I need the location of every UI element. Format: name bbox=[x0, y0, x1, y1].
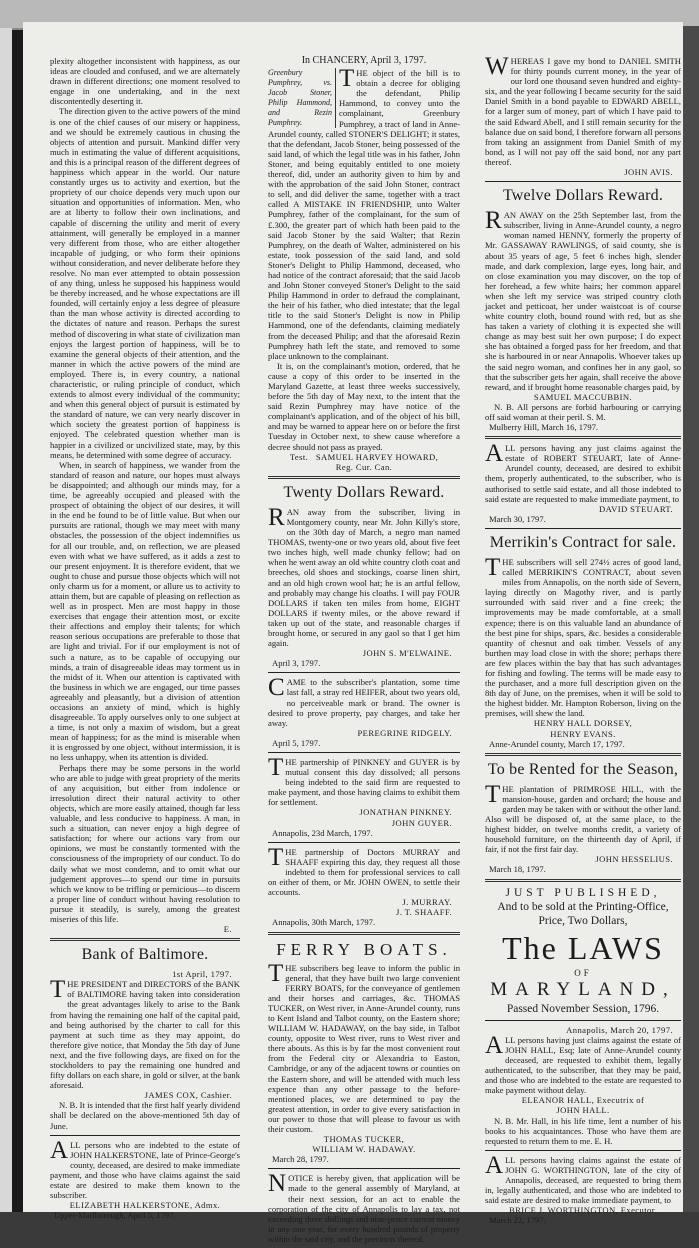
bank-title: Bank of Baltimore. bbox=[81, 946, 209, 964]
drop-cap: W bbox=[485, 53, 509, 80]
case-caption: Greenbury Pumphrey, vs. Jacob Stoner, Philip Hammond, and Rezin Pumphrey. bbox=[268, 68, 336, 128]
laws-title: The LAWS bbox=[502, 929, 664, 966]
hall-body: LL persons having just claims against the estate of JOHN HALL, Esq; late of Anne-Arundel county deceased, are requested to exhibit them, legally authenticated, to the subscriber, that they may be paid, and those who are indebted to the estate are requested to make payment without delay. bbox=[485, 1034, 681, 1096]
drop-cap: R bbox=[268, 503, 285, 531]
hall-place-date: Annapolis, March 20, 1797. bbox=[566, 1024, 673, 1035]
newspaper-page bbox=[23, 22, 683, 1244]
drop-cap: T bbox=[485, 553, 501, 581]
rental-title: To be Rented for the Season, bbox=[487, 760, 679, 778]
bank-nb: N. B. It is intended that the first half yearly dividend shall be declared on the above-mentioned 5th day of June. bbox=[50, 1100, 240, 1131]
essay-article bbox=[50, 56, 240, 934]
laws-line3: Price, Two Dollars, bbox=[538, 914, 628, 927]
twelve-dollars-title: Twelve Dollars Reward. bbox=[502, 187, 664, 205]
ferry-title: FERRY BOATS. bbox=[276, 939, 452, 959]
divider bbox=[485, 879, 681, 882]
rental-notice bbox=[485, 760, 681, 875]
hesselius-signature: JOHN HESSELIUS. bbox=[595, 854, 673, 865]
bank-signature: JAMES COX, Cashier. bbox=[144, 1090, 232, 1101]
pinkney-guyer-notice bbox=[268, 754, 460, 838]
column-1 bbox=[50, 56, 240, 1220]
drop-cap: C bbox=[268, 674, 285, 702]
annapolis-tax-notice bbox=[268, 1170, 460, 1244]
divider bbox=[50, 938, 240, 941]
bank-date: 1st April, 1797. bbox=[172, 969, 232, 980]
hall-nb-initials: E. H. bbox=[594, 1135, 613, 1146]
rental-date: March 18, 1797. bbox=[489, 864, 546, 875]
steuart-notice bbox=[485, 440, 681, 524]
pinkney-signature: JONATHAN PINKNEY. bbox=[359, 807, 452, 818]
divider bbox=[50, 1135, 240, 1136]
worthington-date: March 22, 1797. bbox=[489, 1215, 546, 1226]
halkerstone-place-date: Upper-Marlborough, April 5, 1797. bbox=[54, 1210, 176, 1221]
divider bbox=[485, 753, 681, 756]
pinkney-date: Annapolis, 23d March, 1797. bbox=[272, 827, 373, 838]
chancery-body: HE object of the bill is to obtain a decree for obliging the defendant, Philip Hammond, to convey unto the complainant, Greenbury Pumphrey, a tract of land in Anne-Arundel county, called STONER'S DELIGHT; it states, that the defendant, Jacob Stoner, being possessed of the said land, of which the legal title was in his father, John Stoner, and being equitably entitled to one moiety thereof, did, under an authority given to him by and with the approbation of the said John Stoner, contract to sell, and did deliver the same, together with a tract called A MISTAKE IN FRIENDSHIP, unto Walter Pumphrey, father of the complainant, for the sum of £.300, the greater part of which hath been paid to the said Jacob Stoner by the said Walter; that Rezin Pumphrey, on the death of Walter, administered on his estate, took possession of the said land, and sold Stoner's Delight to Philip Hammond, deceased, who had notice of the contract aforesaid; that the said Jacob and John Stoner conveyed Stoner's Delight to the said Philip Hammond in order to defraud the complainant, the heir of his father, who died intestate; that the legal title to the said Stoner's Delight is now in Philip Hammond, one of the defendants, claiming mediately from the deceased Philip; and that the aforesaid Rezin Pumphrey hath left the state, and removed to some place unknown to the complainant. bbox=[268, 68, 460, 361]
murray-date: Annapolis, 30th March, 1797. bbox=[272, 917, 376, 928]
drop-cap: T bbox=[339, 65, 355, 93]
drop-cap: A bbox=[485, 440, 504, 468]
maccubbin-signature: SAMUEL MACCUBBIN. bbox=[533, 391, 633, 402]
binding-shadow-left bbox=[12, 30, 23, 1215]
hadaway-signature: WILLIAM W. HADAWAY. bbox=[312, 1144, 416, 1155]
drop-cap: A bbox=[485, 1031, 504, 1059]
twelve-dollars-body: AN AWAY on the 25th September last, from the subscriber, living in Anne-Arundel county, a negro woman named HENNY, formerly the property of Mr. GASSAWAY RAWLINGS, of said county, she is about 35 years of age, 5 feet 6 inches high, slender made, and dark complexion, large eyes, long hair, and on close examination you may discover, on the top of her forehead, a few white hairs; her common apparel when she left my service was striped country cloth jacket and petticoat, her under waistcoat is of course white country cloth, bound round with red, but as she has taken a variety of clothing it is expected she will change as may best suit her own purpose; I do expect she has obtained a forged pass for her freedom, and that she is harboured in or near Annapolis. Whoever takes up the said negro woman, and confines her in any gaol, so that the subscriber gets her again, shall receive the above reward, and if brought home reasonable charges paid, by bbox=[485, 210, 681, 392]
pinkney-body: HE partnership of PINKNEY and GUYER is by mutual consent this day dissolved; all persons being indebted to the said firm are requested to make payment, and those having claims to exhibit them for settlement. bbox=[268, 757, 460, 808]
drop-cap: A bbox=[50, 1136, 69, 1164]
laws-of: OF bbox=[574, 967, 592, 978]
divider bbox=[485, 181, 681, 182]
essay-paragraph: Perhaps there may be some persons in the world who are able to judge with great propriety of the merits of any acquisition, but either from indolence or irresolution direct their natural activity to other objects, which are more easily attained, though far less valuable, and less conducive to happiness. A man, in such a situation, can never enjoy a high degree of satisfaction; for where our actions vary from our opinions, we must be constantly tormented with the consciousness of the impropriety of our conduct. To do daily what we most condemn, and to omit what our judgement approves—to spend our time in pursuits which we know to be trifling or pernicious—to discern a proper line of conduct without having resolution to pursue it steadily, is surely, among the greatest miseries of this life. bbox=[50, 762, 240, 924]
laws-state: MARYLAND, bbox=[490, 978, 676, 1000]
twenty-dollars-date: April 3, 1797. bbox=[272, 658, 321, 669]
steuart-body: LL persons having any just claims against the estate of ROBERT STEUART, late of Anne-Arundel county, deceased, are desired to exhibit them, properly authenticated, to the subscriber, who is authorised to settle said estate, and all those indebted to said estate are requested to make immediate payment, to bbox=[485, 443, 681, 504]
heifer-body: AME to the subscriber's plantation, some time last fall, a stray red HEIFER, about two years old, no perceiveable mark or brand. The owner is desired to prove property, pay charges, and take her away. bbox=[268, 677, 460, 728]
eleanor-hall-signature: ELEANOR HALL, Executrix of bbox=[521, 1095, 645, 1106]
twelve-dollars-nb: N. B. All persons are forbid harbouring or carrying off said woman at their peril. bbox=[485, 401, 681, 422]
halkerstone-notice bbox=[50, 1136, 240, 1221]
chancery-signature-title: Reg. Cur. Can. bbox=[335, 461, 393, 472]
bank-notice bbox=[50, 945, 240, 1131]
divider bbox=[268, 476, 460, 479]
drop-cap: T bbox=[268, 843, 284, 871]
rental-body: HE plantation of PRIMROSE HILL, with the mansion-house, garden and orchard; the house and garden may be taken with or without the other land. Also will be disposed of, at the same place, to the highest bidder, on twelve months credit, a variety of household furniture, on the thirteenth day of April, if fair, if not the first fair day. bbox=[485, 783, 681, 855]
laws-advertisement bbox=[485, 886, 681, 1016]
drop-cap: T bbox=[485, 780, 501, 808]
hall-nb: N. B. Mr. Hall, in his life time, lent a number of his books to his acquaintances. Those who have them are requested to return them to me. bbox=[485, 1115, 681, 1146]
chancery-signature: SAMUEL HARVEY HOWARD, bbox=[315, 451, 439, 462]
ferry-date: March 28, 1797. bbox=[272, 1154, 329, 1165]
divider bbox=[485, 1150, 681, 1151]
laws-line1: JUST PUBLISHED, bbox=[505, 886, 661, 899]
worthington-notice bbox=[485, 1151, 681, 1226]
drop-cap: T bbox=[268, 754, 284, 781]
drop-cap: N bbox=[268, 1170, 287, 1198]
divider bbox=[268, 842, 460, 843]
steuart-signature: DAVID STEUART. bbox=[599, 503, 673, 514]
merrikin-place-date: Anne-Arundel county, March 17, 1797. bbox=[489, 738, 625, 749]
nb-initials: S. M. bbox=[586, 412, 606, 422]
divider bbox=[268, 932, 460, 935]
worthington-body: LL persons having claims against the estate of JOHN G. WORTHINGTON, late of the city of Annapolis, deceased, are requested to bring them in, legally authenticated, and those who are indebted to said estate are desired to make immediate payment, to bbox=[485, 1154, 681, 1206]
tucker-signature: THOMAS TUCKER, bbox=[323, 1134, 405, 1145]
dorsey-signature: HENRY HALL DORSEY, bbox=[533, 718, 633, 729]
heifer-signature: PEREGRINE RIDGELY. bbox=[357, 727, 452, 738]
heifer-date: April 5, 1797. bbox=[272, 737, 321, 748]
merrikin-contract-notice bbox=[485, 533, 681, 749]
divider bbox=[485, 1020, 681, 1021]
test-label: Test. bbox=[289, 451, 309, 462]
avis-notice bbox=[485, 53, 681, 178]
essay-paragraph: When, in search of happiness, we wander from the standard of reason and nature, our hopes must always be disappointed; and although our minds may, for a time, be agreeably occupied and pleased with the prospect of obtaining the object of our desires, it will in the end be found to be of little value. But when our pursuits are rational, though we may meet with many obstacles, the possession of the object indemnifies us for all our trouble, and, on reflection, we are pleased even with what we have suffered, as it adds a zest to our present enjoyment. It is therefore evident, that we ought to chuse and pursue those objects which will not only charm us for a moment, or allure us to activity to attain them, but are capable of pleasing on reflection as well as in prospect. Men are most happy in those exercises that engage their attention most, or excite their affections and employ their talents; for which reason serious occupations are preferable to those that are light and trivial. For if our employment is not of such a nature, as to be capable of occupying our minds, a train of disagreeable ideas may torment us in the midst of it. When our attention is captivated with the business in which we are engaged, our time passes agreeably and pleasantly, but a division of attention occasions an anxiety of mind, which is highly disagreeable. To apply ourselves only to one subject at a time, is not only a maxim of wisdom, but a great mean of happiness; for as the mind is miserable when it is engrossed by one object, without intermission, it is no less unhappy, when its attention is divided. bbox=[50, 459, 240, 763]
bank-body: HE PRESIDENT and DIRECTORS of the BANK of BALTIMORE having taken into consideration the great advantages likely to arise to the Bank from having the remaining one half of the capital paid, and being authorised by the charter to call for this payment at such time as they may appoint, do therefore give notice, that Monday the 5th day of June next, and the five following days, are fixed on for the stockholders to pay the remaining one hundred and fifty dollars on each share, in gold or silver, at the bank aforesaid. bbox=[50, 979, 240, 1091]
murray-shaaff-notice bbox=[268, 843, 460, 928]
divider bbox=[485, 436, 681, 439]
essay-paragraph: The direction given to the active powers of the mind is one of the chief causes of our misery or happiness, and we should be extremely cautious in chusing the objects of attention and pursuit. Mankind differ very much in estimating the value of different acquisitions, and this is a principal reason of the different degrees of happiness which appear in the world. Our nature constantly urges us to activity and exertion, but the propriety of our choice depends very much upon our situation and opportunities of information. Men, who are at liberty to follow their own inclinations, and capable of discerning the utility and merit of every attainment, will generally be employed in a manner very different from those, who are either altogether incapable of judging, or who form their opinions without consideration, and never deliberate before they resolve. No man ever attempted to obtain possession of any thing, unless he supposed his happiness would be thereby increased, and he whose expectations are ill founded, will certainly enjoy a less degree of pleasure than the man whose activity is directed according to the dictates of nature and reason. Perhaps the surest method of discovering in what state of civilization man enjoys the largest portion of happiness, will be to examine the general objects of their attention, and the manner in which the active powers of the mind are employed. There is, in every country, a national characteristic, or ruling principle of conduct, which extends to almost every individual of the community; and when this general object of pursuit is estimated by the standard of nature, we can very nearly discover in which society the greatest portion of happiness is enjoyed. The celebrated question whether man is happier in a civilized or uncivilized state, may, by this means, be determined with some degree of accuracy. bbox=[50, 106, 240, 460]
twenty-dollars-reward bbox=[268, 483, 460, 669]
john-hall-name: JOHN HALL. bbox=[556, 1105, 610, 1116]
avis-body: HEREAS I gave my bond to DANIEL SMITH for thirty pounds current money, in the year of our lord one thousand seven hundred and eighty-six, and the year following I became security for the said Daniel Smith in a bond payable to EDWARD ABELL, for a larger sum of money, part of which I have paid to the said Edward Abell, and I still remain security for the balance due on said bond, I therefore forwarn all persons from taking an assignment from Daniel Smith of my bond, as I will not pay off the said bond, nor any part thereof. bbox=[485, 56, 681, 167]
murray-signature: J. MURRAY. bbox=[402, 897, 452, 908]
ferry-body: HE subscribers beg leave to inform the public in general, that they have built two large convenient FERRY BOATS, for the conveyance of gentlemen and their horses and carriages, &c. THOMAS TUCKER, on West river, in Anne-Arundel county, runs to Kent Island and Talbot county, on the Eastern shore; WILLIAM W. HADAWAY, on the bay side, in Talbot county, opposite to West river, runs to West river and there abouts. As this is by far the most convenient rout from the Federal city or Alexandria to Easton, Cambridge, or any of the adjacent towns or counties on the Eastern shore, and will be attended with much less expence than any other passage to the before-mentioned places, we are determined to pay the greatest attention, in order to give every satisfaction in our power to those that will please to favour us with their custom. bbox=[268, 962, 460, 1134]
essay-signature: E. bbox=[223, 924, 232, 935]
divider bbox=[268, 752, 460, 753]
binding-shadow-right bbox=[683, 26, 699, 1216]
chancery-order: It is, on the complainant's motion, ordered, that he cause a copy of this order to be inserted in the Maryland Gazette, at least three weeks successively, before the 5th day of May next, to the intent that the said Rezin Pumphrey may have notice of the complainant's application, and of the object of his bill, and may be warned to appear here on or before the first Tuesday in October next, to shew cause wherefore a decree should not pass as prayed. bbox=[268, 360, 460, 452]
drop-cap: R bbox=[485, 207, 502, 235]
divider bbox=[268, 1168, 460, 1169]
merrikin-body: HE subscribers will sell 274½ acres of good land, called MERRIKIN'S CONTRACT, about seven miles from Annapolis, on the north side of Severn, laying directly on Magothy river, and is partly surrounded with said river and a fine creek; the improvements may be made comfortable, at a small expence; there is on this valuable land an abundance of the best pine for ships, spars, &c. besides a considerable quantity of chesnut and oak timber. Vessels of any burthen may load close in with the shore; perhaps there are few places within the bay that has such advantages for fishing and fowling. The terms will be made easy to the purchaser, and a more full description given on the 8th day of June, on the premises, when it will be sold to the highest bidder. Mr. Hampton Roberson, living on the premises, will shew the land. bbox=[485, 556, 681, 719]
chancery-heading: In CHANCERY, April 3, 1797. bbox=[301, 55, 427, 66]
twenty-dollars-title: Twenty Dollars Reward. bbox=[283, 483, 445, 501]
scan-left-margin bbox=[0, 28, 12, 1212]
divider bbox=[268, 672, 460, 673]
twelve-dollars-reward bbox=[485, 186, 681, 432]
shaaff-signature: J. T. SHAAFF. bbox=[395, 907, 452, 918]
avis-signature: JOHN AVIS. bbox=[624, 167, 673, 178]
drop-cap: T bbox=[268, 959, 284, 987]
notice-body: OTICE is hereby given, that application will be made to the general assembly of Maryland, at their next session, for an act to enable the corporation of the city of Annapolis to lay a tax, not exceeding three shillings and nine-pence current money in any one year, for every hundred pounds of property within the said city, and the precincts thereof. bbox=[268, 1173, 460, 1244]
chancery-notice bbox=[268, 56, 460, 472]
twenty-dollars-signature: JOHN S. M'ELWAINE. bbox=[362, 648, 452, 659]
twenty-dollars-body: AN away from the subscriber, living in Montgomery county, near Mr. John Killy's store, on the 30th day of March, a negro man named THOMAS, twenty-one or two years old, about five feet two inches high, well made chunky fellow; had on when he went away an old white country cloth coat and breeches, old shoes and stockings, coarse linen shirt, and an old high crown wool hat; he is an artful fellow, and probably may change his cloaths. I will pay FOUR DOLLARS if taken ten miles from home, EIGHT DOLLARS if twenty miles, or the above reward if taken up out of the state, and reasonable charges if brought home, or secured in any gaol so that I get him again. bbox=[268, 506, 460, 649]
john-hall-notice bbox=[485, 1025, 681, 1146]
laws-line2: And to be sold at the Printing-Office, bbox=[497, 900, 669, 913]
murray-body: HE partnership of Doctors MURRAY and SHAAFF expiring this day, they request all those indebted to them for professional services to call on either of them, or Mr. JOHN OWEN, to settle their accounts. bbox=[268, 846, 460, 898]
drop-cap: T bbox=[50, 976, 66, 1004]
evans-signature: HENRY EVANS. bbox=[550, 728, 616, 739]
divider bbox=[485, 528, 681, 529]
ferry-boats-notice bbox=[268, 939, 460, 1165]
worthington-signature: BRICE J. WORTHINGTON, Executor. bbox=[508, 1205, 658, 1216]
drop-cap: A bbox=[485, 1151, 504, 1179]
heifer-notice bbox=[268, 674, 460, 748]
twelve-dollars-place-date: Mulberry Hill, March 16, 1797. bbox=[489, 422, 599, 433]
merrikin-title: Merrikin's Contract for sale. bbox=[489, 533, 677, 551]
column-2 bbox=[268, 56, 460, 1244]
laws-session: Passed November Session, 1796. bbox=[506, 1002, 660, 1015]
column-3 bbox=[485, 53, 681, 1226]
steuart-date: March 30, 1797. bbox=[489, 513, 546, 524]
essay-paragraph: plexity altogether inconsistent with happiness, as our ideas are clouded and confused, and we are alternately drawn in different directions; one moment resolved to engage in one undertaking, and in the next discontentedly deserting it. bbox=[50, 56, 240, 107]
guyer-signature: JOHN GUYER. bbox=[391, 817, 452, 828]
halkerstone-signature: ELIZABETH HALKERSTONE, Admx. bbox=[69, 1200, 221, 1211]
halkerstone-body: LL persons who are indebted to the estate of JOHN HALKERSTONE, late of Prince-George's county, deceased, are desired to make immediate payment, and those who have claims against the said estate are desired to make them known to the subscriber. bbox=[50, 1139, 240, 1201]
